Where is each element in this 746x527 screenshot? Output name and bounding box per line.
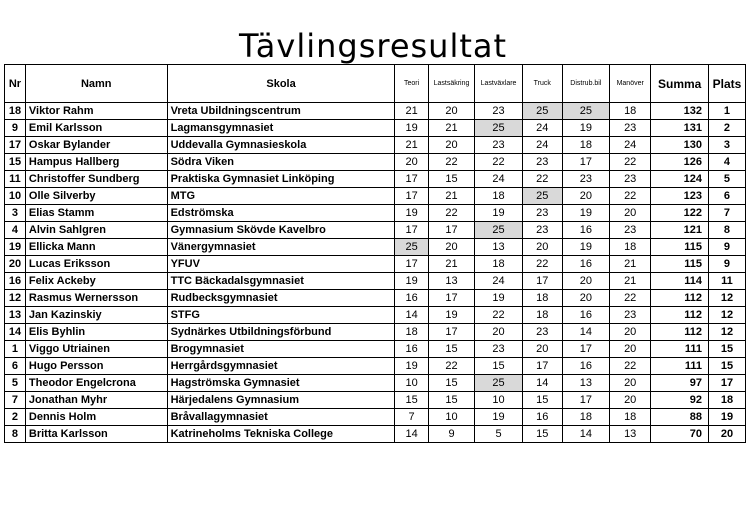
- cell-summa: 114: [651, 273, 709, 290]
- header-namn: Namn: [25, 65, 167, 103]
- cell-lastvaxlare: 25: [475, 222, 523, 239]
- cell-namn: Viggo Utriainen: [25, 341, 167, 358]
- cell-lastvaxlare: 22: [475, 154, 523, 171]
- cell-lastsakring: 10: [428, 409, 475, 426]
- cell-plats: 20: [708, 426, 745, 443]
- cell-truck: 20: [522, 341, 562, 358]
- cell-summa: 97: [651, 375, 709, 392]
- results-body: [5, 103, 746, 443]
- cell-skola: MTG: [167, 188, 395, 205]
- cell-namn: Alvin Sahlgren: [25, 222, 167, 239]
- cell-manover: 23: [610, 120, 651, 137]
- cell-nr: 14: [5, 324, 26, 341]
- cell-truck: 22: [522, 256, 562, 273]
- cell-lastvaxlare: 13: [475, 239, 523, 256]
- cell-lastvaxlare: 25: [475, 120, 523, 137]
- cell-teori: 20: [395, 154, 428, 171]
- cell-lastvaxlare: 24: [475, 171, 523, 188]
- table-row: [5, 307, 746, 324]
- cell-nr: 5: [5, 375, 26, 392]
- cell-teori: 10: [395, 375, 428, 392]
- table-row: [5, 324, 746, 341]
- cell-plats: 8: [708, 222, 745, 239]
- cell-skola: Gymnasium Skövde Kavelbro: [167, 222, 395, 239]
- cell-namn: Viktor Rahm: [25, 103, 167, 120]
- cell-lastsakring: 15: [428, 171, 475, 188]
- cell-plats: 9: [708, 256, 745, 273]
- cell-truck: 15: [522, 392, 562, 409]
- cell-distrub: 19: [562, 239, 609, 256]
- cell-plats: 12: [708, 324, 745, 341]
- cell-skola: Hagströmska Gymnasiet: [167, 375, 395, 392]
- cell-teori: 19: [395, 358, 428, 375]
- cell-truck: 25: [522, 103, 562, 120]
- cell-manover: 20: [610, 392, 651, 409]
- cell-lastvaxlare: 19: [475, 290, 523, 307]
- cell-manover: 22: [610, 290, 651, 307]
- cell-summa: 111: [651, 358, 709, 375]
- header-summa: Summa: [651, 65, 709, 103]
- cell-distrub: 16: [562, 222, 609, 239]
- cell-skola: Sydnärkes Utbildningsförbund: [167, 324, 395, 341]
- cell-lastvaxlare: 25: [475, 375, 523, 392]
- table-row: [5, 256, 746, 273]
- cell-lastsakring: 19: [428, 307, 475, 324]
- cell-lastsakring: 9: [428, 426, 475, 443]
- table-row: [5, 222, 746, 239]
- cell-teori: 15: [395, 392, 428, 409]
- cell-lastvaxlare: 18: [475, 256, 523, 273]
- cell-skola: Härjedalens Gymnasium: [167, 392, 395, 409]
- cell-manover: 21: [610, 256, 651, 273]
- cell-namn: Hugo Persson: [25, 358, 167, 375]
- table-row: [5, 120, 746, 137]
- cell-distrub: 14: [562, 426, 609, 443]
- cell-lastsakring: 22: [428, 154, 475, 171]
- cell-namn: Britta Karlsson: [25, 426, 167, 443]
- cell-teori: 25: [395, 239, 428, 256]
- cell-teori: 14: [395, 307, 428, 324]
- cell-lastvaxlare: 10: [475, 392, 523, 409]
- cell-plats: 17: [708, 375, 745, 392]
- cell-summa: 70: [651, 426, 709, 443]
- cell-manover: 13: [610, 426, 651, 443]
- header-distrub: Distrub.bil: [562, 65, 609, 103]
- results-table: [4, 64, 746, 443]
- cell-summa: 122: [651, 205, 709, 222]
- cell-distrub: 20: [562, 188, 609, 205]
- cell-plats: 18: [708, 392, 745, 409]
- cell-nr: 9: [5, 120, 26, 137]
- table-row: [5, 239, 746, 256]
- cell-summa: 112: [651, 290, 709, 307]
- cell-summa: 115: [651, 256, 709, 273]
- cell-manover: 18: [610, 239, 651, 256]
- cell-namn: Emil Karlsson: [25, 120, 167, 137]
- cell-plats: 15: [708, 341, 745, 358]
- cell-nr: 8: [5, 426, 26, 443]
- header-row: [5, 65, 746, 103]
- cell-teori: 16: [395, 290, 428, 307]
- cell-lastvaxlare: 24: [475, 273, 523, 290]
- cell-truck: 24: [522, 137, 562, 154]
- cell-plats: 2: [708, 120, 745, 137]
- cell-manover: 18: [610, 409, 651, 426]
- cell-nr: 1: [5, 341, 26, 358]
- cell-distrub: 17: [562, 392, 609, 409]
- cell-manover: 22: [610, 358, 651, 375]
- cell-namn: Lucas Eriksson: [25, 256, 167, 273]
- cell-namn: Ellicka Mann: [25, 239, 167, 256]
- cell-teori: 19: [395, 120, 428, 137]
- cell-distrub: 14: [562, 324, 609, 341]
- cell-teori: 17: [395, 222, 428, 239]
- cell-summa: 123: [651, 188, 709, 205]
- cell-lastsakring: 17: [428, 222, 475, 239]
- cell-distrub: 19: [562, 205, 609, 222]
- header-truck: Truck: [522, 65, 562, 103]
- cell-distrub: 16: [562, 256, 609, 273]
- cell-lastvaxlare: 22: [475, 307, 523, 324]
- cell-skola: Vänergymnasiet: [167, 239, 395, 256]
- cell-skola: Södra Viken: [167, 154, 395, 171]
- cell-summa: 115: [651, 239, 709, 256]
- cell-nr: 2: [5, 409, 26, 426]
- cell-teori: 17: [395, 188, 428, 205]
- cell-teori: 16: [395, 341, 428, 358]
- cell-teori: 17: [395, 256, 428, 273]
- cell-summa: 126: [651, 154, 709, 171]
- cell-namn: Theodor Engelcrona: [25, 375, 167, 392]
- cell-nr: 6: [5, 358, 26, 375]
- cell-lastsakring: 21: [428, 120, 475, 137]
- cell-summa: 92: [651, 392, 709, 409]
- cell-lastvaxlare: 19: [475, 205, 523, 222]
- cell-distrub: 20: [562, 290, 609, 307]
- cell-lastvaxlare: 15: [475, 358, 523, 375]
- cell-namn: Elis Byhlin: [25, 324, 167, 341]
- cell-lastsakring: 20: [428, 103, 475, 120]
- cell-nr: 17: [5, 137, 26, 154]
- table-row: [5, 137, 746, 154]
- cell-namn: Jan Kazinskiy: [25, 307, 167, 324]
- cell-truck: 23: [522, 154, 562, 171]
- cell-nr: 3: [5, 205, 26, 222]
- cell-distrub: 19: [562, 120, 609, 137]
- cell-truck: 18: [522, 290, 562, 307]
- cell-namn: Felix Ackeby: [25, 273, 167, 290]
- cell-plats: 11: [708, 273, 745, 290]
- cell-skola: Vreta Ubildningscentrum: [167, 103, 395, 120]
- header-teori: Teori: [395, 65, 428, 103]
- cell-manover: 18: [610, 103, 651, 120]
- cell-teori: 14: [395, 426, 428, 443]
- cell-namn: Elias Stamm: [25, 205, 167, 222]
- cell-manover: 23: [610, 307, 651, 324]
- cell-truck: 16: [522, 409, 562, 426]
- header-skola: Skola: [167, 65, 395, 103]
- cell-nr: 11: [5, 171, 26, 188]
- cell-skola: Praktiska Gymnasiet Linköping: [167, 171, 395, 188]
- cell-plats: 7: [708, 205, 745, 222]
- cell-lastvaxlare: 23: [475, 341, 523, 358]
- cell-nr: 10: [5, 188, 26, 205]
- cell-teori: 21: [395, 137, 428, 154]
- cell-truck: 17: [522, 273, 562, 290]
- cell-lastsakring: 15: [428, 341, 475, 358]
- cell-manover: 22: [610, 188, 651, 205]
- cell-truck: 24: [522, 120, 562, 137]
- cell-summa: 132: [651, 103, 709, 120]
- cell-teori: 7: [395, 409, 428, 426]
- cell-plats: 4: [708, 154, 745, 171]
- cell-manover: 20: [610, 375, 651, 392]
- cell-distrub: 13: [562, 375, 609, 392]
- cell-summa: 88: [651, 409, 709, 426]
- table-row: [5, 426, 746, 443]
- cell-summa: 130: [651, 137, 709, 154]
- cell-namn: Rasmus Wernersson: [25, 290, 167, 307]
- cell-skola: Herrgårdsgymnasiet: [167, 358, 395, 375]
- cell-lastvaxlare: 18: [475, 188, 523, 205]
- cell-truck: 18: [522, 307, 562, 324]
- header-lastsakring: Lastsäkring: [428, 65, 475, 103]
- cell-nr: 15: [5, 154, 26, 171]
- cell-manover: 24: [610, 137, 651, 154]
- cell-namn: Dennis Holm: [25, 409, 167, 426]
- cell-plats: 12: [708, 307, 745, 324]
- table-row: [5, 205, 746, 222]
- table-row: [5, 103, 746, 120]
- cell-truck: 23: [522, 222, 562, 239]
- cell-distrub: 25: [562, 103, 609, 120]
- cell-manover: 20: [610, 205, 651, 222]
- cell-nr: 16: [5, 273, 26, 290]
- table-row: [5, 341, 746, 358]
- header-nr: Nr: [5, 65, 26, 103]
- cell-nr: 7: [5, 392, 26, 409]
- cell-manover: 23: [610, 171, 651, 188]
- cell-distrub: 18: [562, 137, 609, 154]
- cell-lastsakring: 22: [428, 358, 475, 375]
- cell-skola: YFUV: [167, 256, 395, 273]
- cell-lastsakring: 17: [428, 324, 475, 341]
- page-title: Tävlingsresultat: [238, 27, 508, 65]
- cell-skola: Brogymnasiet: [167, 341, 395, 358]
- cell-skola: Lagmansgymnasiet: [167, 120, 395, 137]
- cell-skola: Katrineholms Tekniska College: [167, 426, 395, 443]
- cell-plats: 1: [708, 103, 745, 120]
- cell-plats: 12: [708, 290, 745, 307]
- cell-namn: Christoffer Sundberg: [25, 171, 167, 188]
- table-row: [5, 154, 746, 171]
- cell-lastvaxlare: 23: [475, 103, 523, 120]
- cell-lastsakring: 17: [428, 290, 475, 307]
- cell-truck: 23: [522, 205, 562, 222]
- cell-skola: Rudbecksgymnasiet: [167, 290, 395, 307]
- cell-distrub: 17: [562, 154, 609, 171]
- table-row: [5, 273, 746, 290]
- table-row: [5, 392, 746, 409]
- cell-summa: 124: [651, 171, 709, 188]
- cell-manover: 22: [610, 154, 651, 171]
- cell-skola: Uddevalla Gymnasieskola: [167, 137, 395, 154]
- cell-nr: 20: [5, 256, 26, 273]
- cell-teori: 19: [395, 205, 428, 222]
- cell-plats: 5: [708, 171, 745, 188]
- cell-skola: TTC Bäckadalsgymnasiet: [167, 273, 395, 290]
- cell-distrub: 16: [562, 358, 609, 375]
- table-row: [5, 409, 746, 426]
- cell-truck: 22: [522, 171, 562, 188]
- header-lastvaxlare: Lastväxlare: [475, 65, 523, 103]
- cell-manover: 23: [610, 222, 651, 239]
- cell-distrub: 20: [562, 273, 609, 290]
- cell-lastsakring: 22: [428, 205, 475, 222]
- cell-distrub: 18: [562, 409, 609, 426]
- cell-namn: Olle Silverby: [25, 188, 167, 205]
- cell-nr: 4: [5, 222, 26, 239]
- cell-plats: 19: [708, 409, 745, 426]
- cell-plats: 9: [708, 239, 745, 256]
- cell-manover: 20: [610, 324, 651, 341]
- cell-plats: 6: [708, 188, 745, 205]
- cell-lastvaxlare: 19: [475, 409, 523, 426]
- cell-lastsakring: 20: [428, 239, 475, 256]
- cell-namn: Oskar Bylander: [25, 137, 167, 154]
- cell-distrub: 17: [562, 341, 609, 358]
- header-plats: Plats: [708, 65, 745, 103]
- cell-nr: 18: [5, 103, 26, 120]
- cell-lastvaxlare: 20: [475, 324, 523, 341]
- cell-teori: 21: [395, 103, 428, 120]
- cell-lastsakring: 15: [428, 375, 475, 392]
- cell-summa: 131: [651, 120, 709, 137]
- cell-lastsakring: 21: [428, 256, 475, 273]
- header-manover: Manöver: [610, 65, 651, 103]
- cell-namn: Jonathan Myhr: [25, 392, 167, 409]
- cell-truck: 17: [522, 358, 562, 375]
- cell-lastsakring: 15: [428, 392, 475, 409]
- cell-summa: 121: [651, 222, 709, 239]
- table-row: [5, 188, 746, 205]
- cell-teori: 17: [395, 171, 428, 188]
- cell-distrub: 16: [562, 307, 609, 324]
- cell-summa: 112: [651, 307, 709, 324]
- cell-skola: Edströmska: [167, 205, 395, 222]
- cell-truck: 14: [522, 375, 562, 392]
- table-row: [5, 375, 746, 392]
- cell-lastsakring: 13: [428, 273, 475, 290]
- cell-teori: 19: [395, 273, 428, 290]
- cell-nr: 13: [5, 307, 26, 324]
- cell-summa: 112: [651, 324, 709, 341]
- cell-manover: 21: [610, 273, 651, 290]
- cell-truck: 25: [522, 188, 562, 205]
- cell-skola: STFG: [167, 307, 395, 324]
- cell-lastvaxlare: 23: [475, 137, 523, 154]
- table-row: [5, 290, 746, 307]
- cell-distrub: 23: [562, 171, 609, 188]
- cell-lastsakring: 21: [428, 188, 475, 205]
- cell-manover: 20: [610, 341, 651, 358]
- cell-truck: 20: [522, 239, 562, 256]
- cell-truck: 23: [522, 324, 562, 341]
- cell-summa: 111: [651, 341, 709, 358]
- cell-plats: 15: [708, 358, 745, 375]
- table-row: [5, 358, 746, 375]
- cell-nr: 12: [5, 290, 26, 307]
- cell-truck: 15: [522, 426, 562, 443]
- cell-namn: Hampus Hallberg: [25, 154, 167, 171]
- table-row: [5, 171, 746, 188]
- cell-skola: Bråvallagymnasiet: [167, 409, 395, 426]
- cell-lastvaxlare: 5: [475, 426, 523, 443]
- cell-plats: 3: [708, 137, 745, 154]
- cell-nr: 19: [5, 239, 26, 256]
- cell-lastsakring: 20: [428, 137, 475, 154]
- cell-teori: 18: [395, 324, 428, 341]
